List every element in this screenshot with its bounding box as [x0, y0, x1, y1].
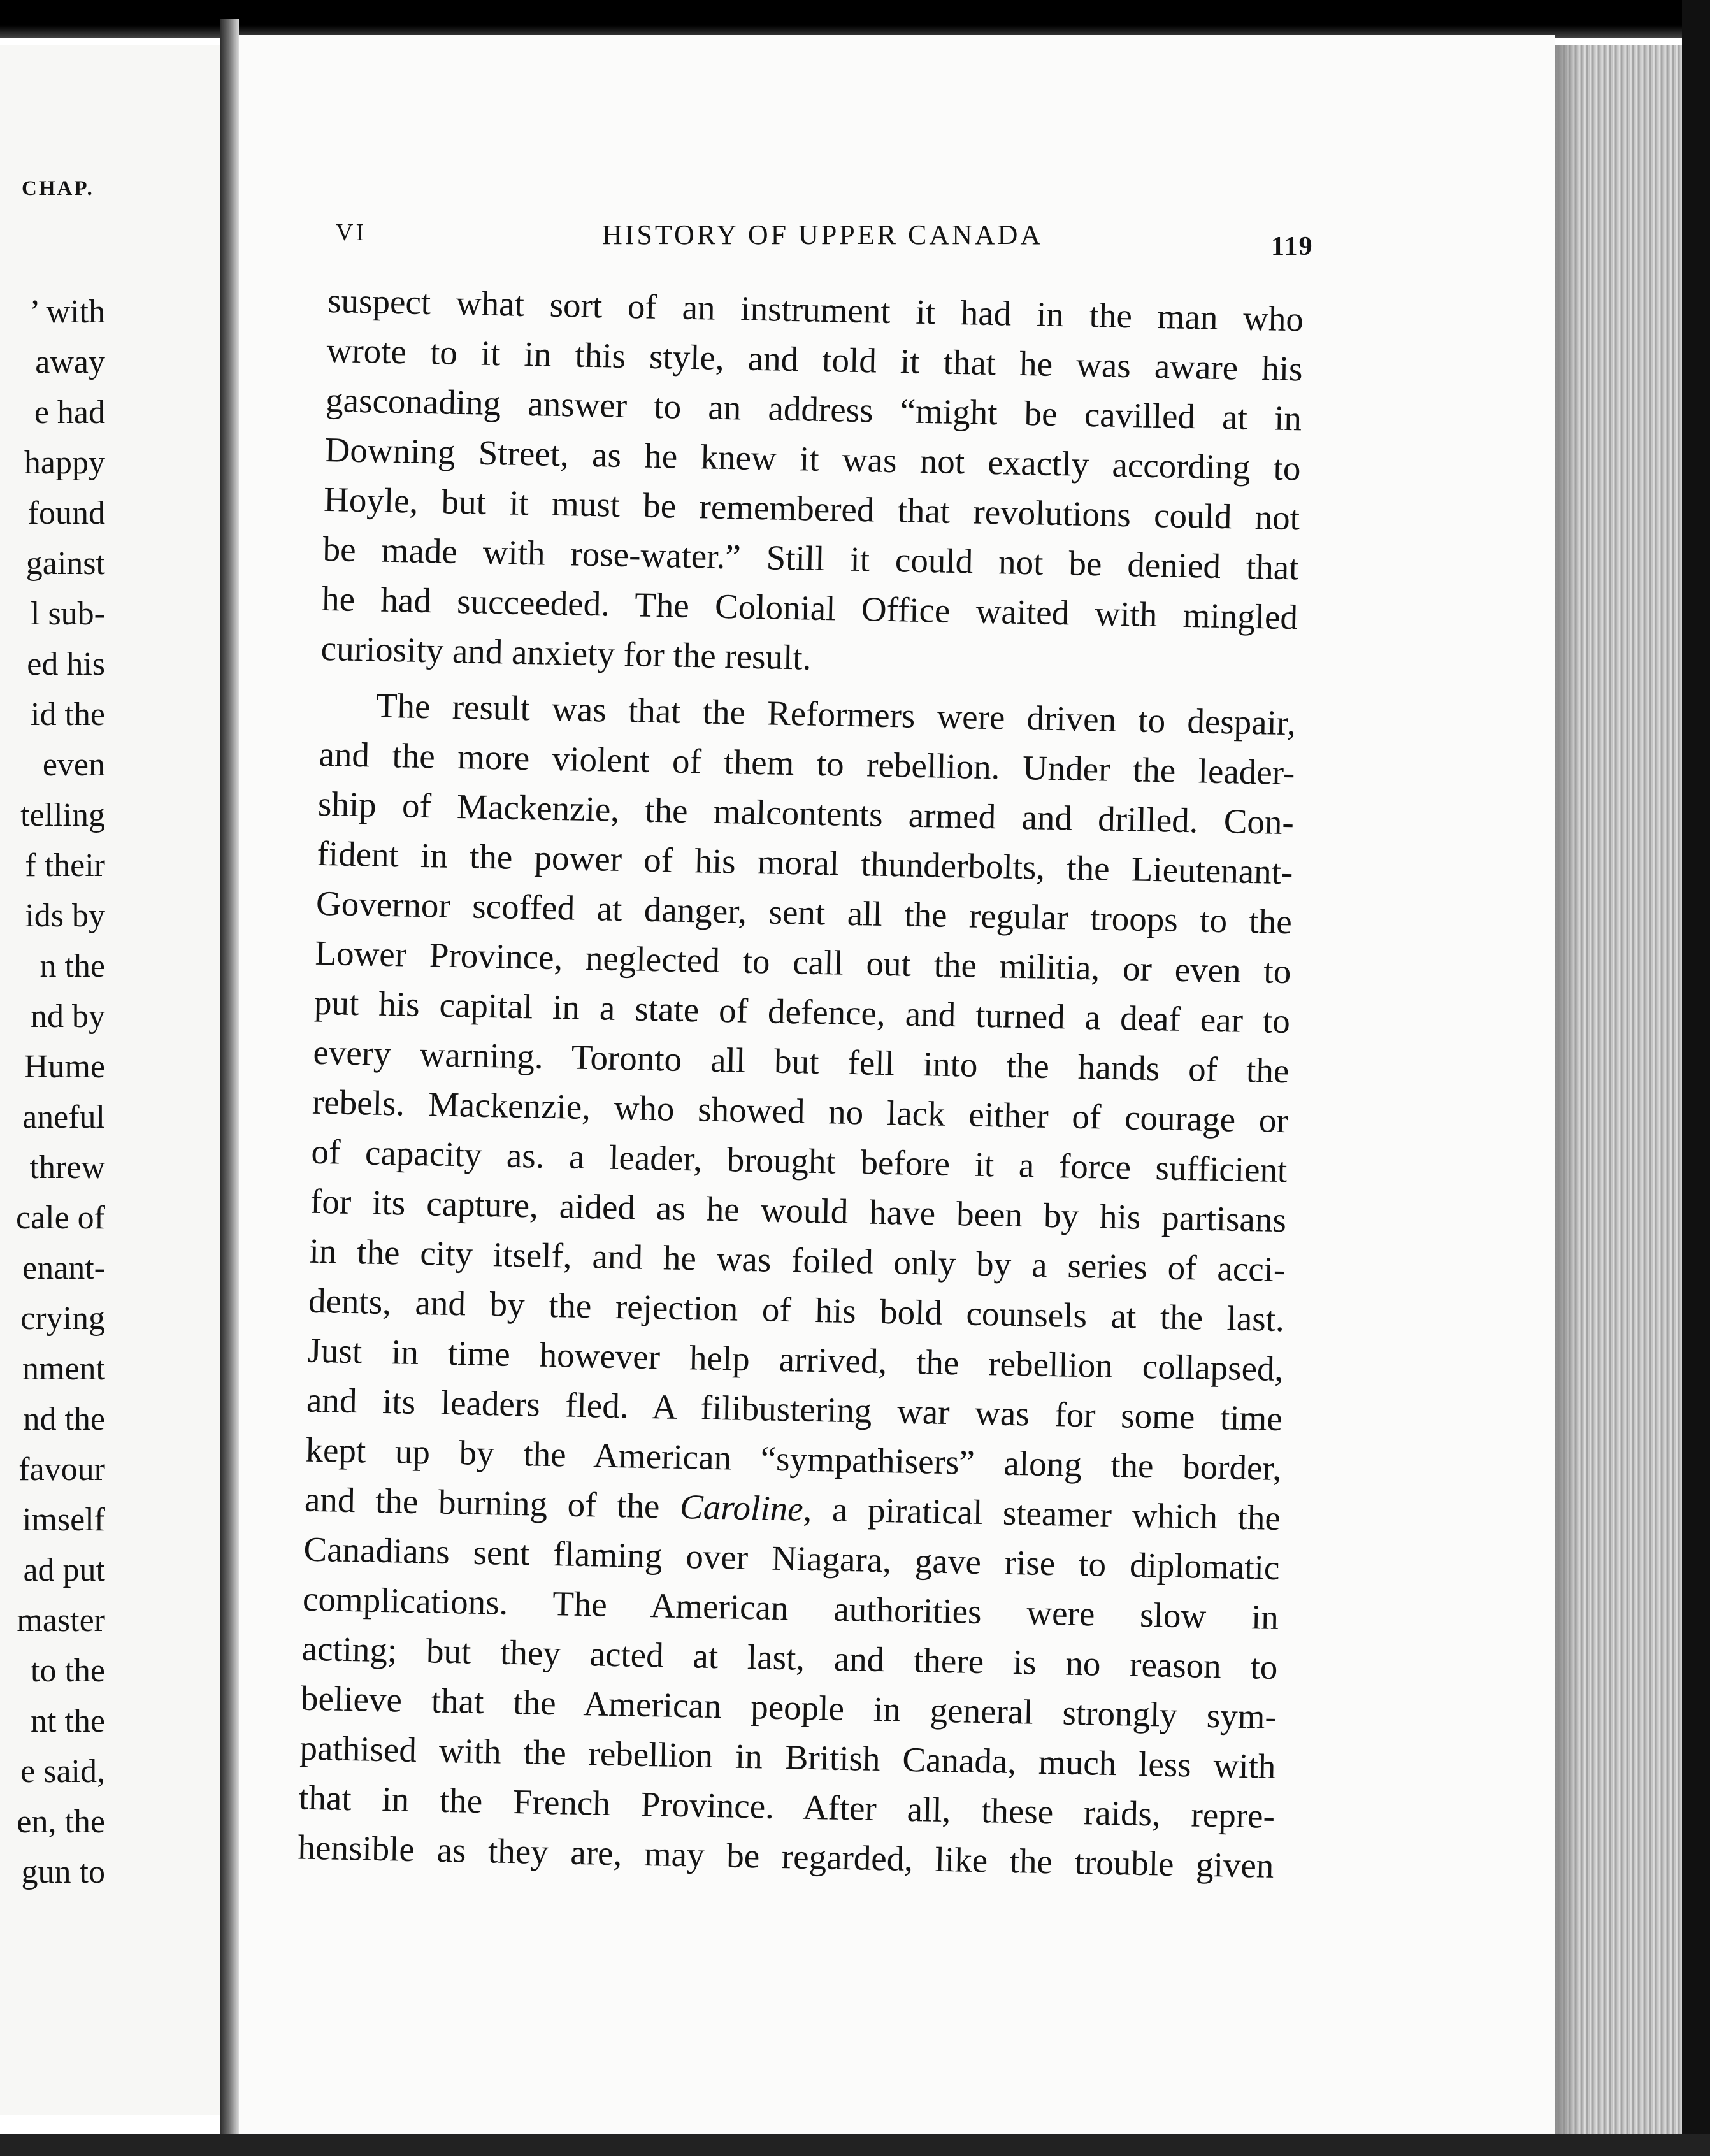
text-line: Governor scoffed at danger, sent all the regular troops to the — [315, 883, 1293, 942]
book-gutter — [220, 19, 239, 2147]
text-line: Canadians sent flaming over Niagara, gave rise to diplomatic — [303, 1529, 1280, 1588]
left-page-line: nt the — [31, 1703, 105, 1739]
left-page-line: imself — [22, 1502, 105, 1538]
facing-left-page — [0, 45, 220, 2115]
text-line: curiosity and anxiety for the result. — [320, 628, 812, 677]
text-line: gasconading answer to an address “might be cavilled at in — [325, 380, 1302, 438]
text-line: Lower Province, neglected to call out the militia, or even to — [315, 933, 1291, 991]
running-head — [239, 213, 1555, 261]
text-line: dents, and by the rejection of his bold counsels at the last. — [308, 1281, 1285, 1339]
left-page-line: away — [35, 344, 105, 380]
main-page — [239, 35, 1555, 2141]
page-edge-shadow — [1555, 45, 1580, 2134]
body-text — [298, 276, 1304, 1891]
text-line: rebels. Mackenzie, who showed no lack either of courage or — [312, 1082, 1289, 1140]
text-line: Downing Street, as he knew it was not exactly according to — [324, 429, 1302, 488]
left-page-line: nd by — [31, 998, 105, 1035]
left-page-line: favour — [18, 1451, 105, 1488]
paragraph-2 — [298, 680, 1297, 1891]
left-page-line: f their — [25, 847, 105, 884]
text-line: suspect what sort of an instrument it had in the man who — [327, 280, 1304, 339]
left-page-line: ids by — [25, 898, 105, 934]
left-page-line: gainst — [25, 545, 105, 582]
text-line: ship of Mackenzie, the malcontents armed and drilled. Con- — [317, 784, 1295, 842]
left-page-header: CHAP. — [22, 177, 94, 200]
text-line: for its capture, aided as he would have been by his partisans — [310, 1181, 1287, 1240]
text-line: every warning. Toronto all but fell into the hands of the — [313, 1032, 1290, 1091]
text-line: and its leaders fled. A filibustering war was for some time — [306, 1380, 1283, 1439]
left-page-line: even — [42, 747, 105, 783]
left-page-line: enant- — [22, 1250, 105, 1286]
text-line: kept up by the American “sympathisers” along the border, — [305, 1430, 1282, 1488]
text-line: put his capital in a state of defence, and turned a deaf ear to — [313, 982, 1291, 1041]
left-page-line: nd the — [23, 1401, 105, 1437]
left-page-line: ed his — [27, 646, 105, 682]
text-line: complications. The American authorities were slow in — [302, 1579, 1279, 1637]
left-page-line: e said, — [20, 1753, 105, 1790]
left-page-line: Hume — [24, 1049, 105, 1085]
left-page-line: ad put — [23, 1552, 105, 1588]
left-page-line: gun to — [21, 1854, 105, 1890]
left-page-line: telling — [20, 797, 105, 833]
left-page-line: to the — [31, 1653, 105, 1689]
left-page-line: e had — [34, 394, 105, 431]
scan-bottom-border — [0, 2134, 1710, 2156]
text-line: of capacity as. a leader, brought before it a force sufficient — [311, 1132, 1288, 1190]
text-line: acting; but they acted at last, and there is no reason to — [301, 1628, 1278, 1687]
text-line: he had succeeded. The Colonial Office waited with mingled — [321, 579, 1298, 637]
ship-name-italic: Caroline — [679, 1486, 804, 1528]
page-number: 119 — [1271, 232, 1314, 261]
text-line: fident in the power of his moral thunderbolts, the Lieutenant- — [317, 833, 1293, 892]
text-line: Hoyle, but it must be remembered that revolutions could not — [323, 479, 1300, 538]
running-title: HISTORY OF UPPER CANADA — [602, 219, 1044, 250]
left-page-line: ’ with — [29, 294, 105, 330]
left-page-line: nment — [22, 1351, 105, 1387]
left-page-line: crying — [20, 1300, 105, 1337]
left-page-line: found — [27, 495, 105, 531]
left-page-line: master — [17, 1602, 105, 1639]
text-line: be made with rose-water.” Still it could not be denied that — [322, 529, 1300, 587]
text-line: that in the French Province. After all, these raids, repre- — [298, 1778, 1275, 1836]
left-page-line-fragments — [16, 287, 105, 1897]
left-page-line: en, the — [17, 1804, 105, 1840]
left-page-line: l sub- — [31, 596, 105, 632]
text-line: in the city itself, and he was foiled only by a series of acci- — [309, 1231, 1286, 1290]
left-page-line: n the — [40, 948, 105, 984]
left-page-line: threw — [29, 1149, 105, 1186]
text-line: pathised with the rebellion in British Canada, much less with — [299, 1728, 1276, 1786]
paragraph-1 — [320, 276, 1304, 692]
left-page-line: id the — [31, 696, 105, 733]
text-line: believe that the American people in general strongly sym- — [300, 1678, 1277, 1736]
left-page-line: aneful — [22, 1099, 105, 1135]
scan-right-border — [1682, 0, 1710, 2156]
text-line: and the burning of the Caroline, a piratical steamer which the — [304, 1479, 1281, 1538]
left-page-line: cale of — [15, 1200, 105, 1236]
left-page-line: happy — [24, 445, 105, 481]
section-number: VI — [336, 219, 367, 246]
text-line: The result was that the Reformers were driven to despair, — [375, 686, 1297, 743]
text-line: Just in time however help arrived, the rebellion collapsed, — [307, 1330, 1284, 1389]
text-line: hensible as they are, may be regarded, like the trouble given — [298, 1827, 1274, 1885]
scan-top-border — [0, 0, 1710, 38]
text-line: and the more violent of them to rebellion. Under the leader- — [319, 734, 1295, 793]
text-line: wrote to it in this style, and told it that he was aware his — [326, 330, 1304, 389]
